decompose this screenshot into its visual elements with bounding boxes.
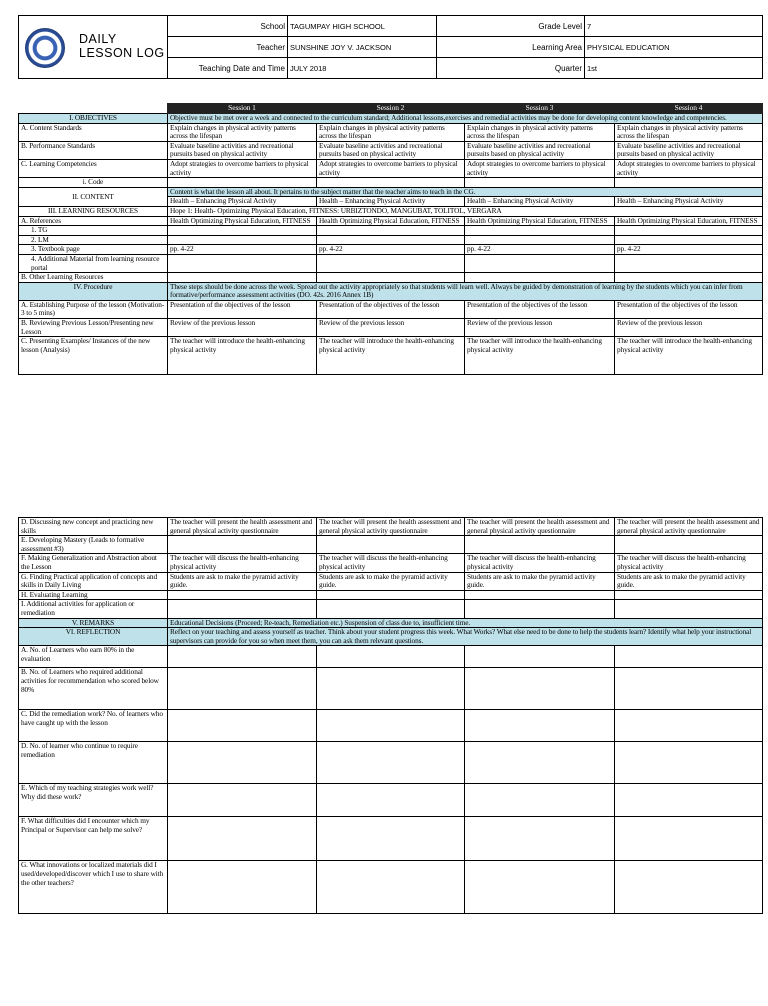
remarks-note: Educational Decisions (Proceed; Re-teach, Remediation etc.) Suspension of class due to, insufficient time.: [168, 618, 763, 628]
generalization-label: F. Making Generalization and Abstraction about the Lesson: [19, 554, 168, 572]
content-standards-cell: Explain changes in physical activity patterns across the lifespan: [317, 123, 465, 141]
practical-application-cell: Students are ask to make the pyramid activity guide.: [615, 572, 763, 590]
logo-cell: [19, 16, 168, 79]
competencies-cell: Adopt strategies to overcome barriers to physical activity: [317, 159, 465, 177]
practical-application-cell: Students are ask to make the pyramid activity guide.: [465, 572, 615, 590]
generalization-cell: The teacher will discuss the health-enhancing physical activity: [465, 554, 615, 572]
discussing-concept-cell: The teacher will present the health assessment and general physical activity questionnaire: [465, 518, 615, 536]
content-label: II. CONTENT: [19, 187, 168, 206]
learning-area-label: Learning Area: [437, 37, 585, 58]
reflection-note: Reflect on your teaching and assess yourself as teacher. Think about your student progress this week. What Works? What else need to be done to help the students learn? Identify what help your instructional supervisors can provide for you so when meet them, you can ask them relevant questions.: [168, 628, 763, 646]
reflection-f-label: F. What difficulties did I encounter which my Principal or Supervisor can help me solve?: [19, 817, 168, 861]
practical-application-cell: Students are ask to make the pyramid activity guide.: [317, 572, 465, 590]
presenting-examples-cell: The teacher will introduce the health-enhancing physical activity: [465, 337, 615, 375]
quarter-value: 1st: [585, 58, 763, 79]
objectives-note: Objective must be met over a week and connected to the curriculum standard; Additional lessons,exercises and remedial activities may be done for developing content knowledge and competencies.: [168, 114, 763, 124]
teacher-value: SUNSHINE JOY V. JACKSON: [288, 37, 437, 58]
reflection-d-label: D. No. of learner who continue to require remediation: [19, 742, 168, 784]
other-resources-label: B. Other Learning Resources: [19, 273, 168, 283]
reflection-label: VI. REFLECTION: [19, 628, 168, 646]
reflection-g-label: G. What innovations or localized materials did I used/developed/discover which I use to share with the other teachers?: [19, 861, 168, 914]
generalization-cell: The teacher will discuss the health-enhancing physical activity: [317, 554, 465, 572]
reflection-c-label: C. Did the remediation work? No. of learners who have caught up with the lesson: [19, 710, 168, 742]
presenting-examples-cell: The teacher will introduce the health-enhancing physical activity: [317, 337, 465, 375]
content-standards-cell: Explain changes in physical activity patterns across the lifespan: [465, 123, 615, 141]
references-cell: Health Optimizing Physical Education, FITNESS: [465, 216, 615, 226]
teacher-label: Teacher: [168, 37, 288, 58]
session-header: Session 4: [615, 104, 763, 114]
learning-area-value: PHYSICAL EDUCATION: [585, 37, 763, 58]
learning-resources-note: Hope 1: Health- Optimizing Physical Education, FITNESS: URBIZTONDO, MANGUBAT, TOLITOL, VERGARA: [168, 206, 763, 216]
additional-material-label: 4. Additional Material from learning resource portal: [19, 254, 168, 272]
competencies-label: C. Learning Competencies: [19, 159, 168, 177]
learning-resources-label: III. LEARNING RESOURCES: [19, 206, 168, 216]
grade-level-value: 7: [585, 16, 763, 37]
remarks-label: V. REMARKS: [19, 618, 168, 628]
additional-activities-label: I. Additional activities for application or remediation: [19, 600, 168, 618]
content-cell: Health – Enhancing Physical Activity: [168, 197, 317, 207]
establishing-purpose-cell: Presentation of the objectives of the lesson: [317, 300, 465, 318]
practical-application-label: G. Finding Practical application of concepts and skills in Daily Living: [19, 572, 168, 590]
references-cell: Health Optimizing Physical Education, FITNESS: [615, 216, 763, 226]
references-cell: Health Optimizing Physical Education, FITNESS: [168, 216, 317, 226]
quarter-label: Quarter: [437, 58, 585, 79]
generalization-cell: The teacher will discuss the health-enhancing physical activity: [168, 554, 317, 572]
developing-mastery-label: E. Developing Mastery (Leads to formative assessment #3): [19, 536, 168, 554]
references-cell: Health Optimizing Physical Education, FITNESS: [317, 216, 465, 226]
document-title: DAILY LESSON LOG: [79, 32, 165, 60]
establishing-purpose-cell: Presentation of the objectives of the lesson: [615, 300, 763, 318]
reviewing-lesson-cell: Review of the previous lesson: [615, 319, 763, 337]
establishing-purpose-cell: Presentation of the objectives of the lesson: [465, 300, 615, 318]
session-header: Session 1: [168, 104, 317, 114]
procedure-note: These steps should be done across the week. Spread out the activity appropriately so that students will learn well. Always be guided by demonstration of learning by the students which you can infer from formative/performance assessment activities (DO. 42s. 2016 Annex 1B): [168, 282, 763, 300]
discussing-concept-cell: The teacher will present the health assessment and general physical activity questionnaire: [317, 518, 465, 536]
reviewing-lesson-label: B. Reviewing Previous Lesson/Presenting new Lesson: [19, 319, 168, 337]
discussing-concept-cell: The teacher will present the health assessment and general physical activity questionnaire: [168, 518, 317, 536]
content-standards-label: A. Content Standards: [19, 123, 168, 141]
reviewing-lesson-cell: Review of the previous lesson: [168, 319, 317, 337]
performance-standards-cell: Evaluate baseline activities and recreational pursuits based on physical activity: [317, 141, 465, 159]
content-cell: Health – Enhancing Physical Activity: [615, 197, 763, 207]
evaluating-learning-label: H. Evaluating Learning: [19, 590, 168, 600]
presenting-examples-cell: The teacher will introduce the health-enhancing physical activity: [615, 337, 763, 375]
code-label: i. Code: [19, 178, 168, 188]
header-table: [18, 15, 763, 79]
content-standards-cell: Explain changes in physical activity patterns across the lifespan: [168, 123, 317, 141]
school-label: School: [168, 16, 288, 37]
presenting-examples-cell: The teacher will introduce the health-enhancing physical activity: [168, 337, 317, 375]
performance-standards-cell: Evaluate baseline activities and recreational pursuits based on physical activity: [615, 141, 763, 159]
generalization-cell: The teacher will discuss the health-enhancing physical activity: [615, 554, 763, 572]
performance-standards-cell: Evaluate baseline activities and recreational pursuits based on physical activity: [168, 141, 317, 159]
objectives-label: I. OBJECTIVES: [19, 114, 168, 124]
reflection-b-label: B. No. of Learners who required additional activities for recommendation who scored below 80%: [19, 668, 168, 710]
session-header: Session 3: [465, 104, 615, 114]
references-label: A. References: [19, 216, 168, 226]
textbook-cell: pp. 4-22: [317, 245, 465, 255]
content-cell: Health – Enhancing Physical Activity: [317, 197, 465, 207]
competencies-cell: Adopt strategies to overcome barriers to physical activity: [615, 159, 763, 177]
presenting-examples-label: C. Presenting Examples/ Instances of the new lesson (Analysis): [19, 337, 168, 375]
textbook-cell: pp. 4-22: [465, 245, 615, 255]
lesson-log-table-part2: [18, 517, 763, 914]
deped-seal-logo: [25, 28, 65, 68]
lesson-log-table-part1: [18, 103, 763, 375]
session-header: Session 2: [317, 104, 465, 114]
performance-standards-label: B. Performance Standards: [19, 141, 168, 159]
establishing-purpose-cell: Presentation of the objectives of the lesson: [168, 300, 317, 318]
reviewing-lesson-cell: Review of the previous lesson: [465, 319, 615, 337]
content-cell: Health – Enhancing Physical Activity: [465, 197, 615, 207]
teaching-date-label: Teaching Date and Time: [168, 58, 288, 79]
competencies-cell: Adopt strategies to overcome barriers to physical activity: [465, 159, 615, 177]
content-note: Content is what the lesson all about. It pertains to the subject matter that the teacher aims to teach in the CG.: [168, 187, 763, 197]
practical-application-cell: Students are ask to make the pyramid activity guide.: [168, 572, 317, 590]
lm-label: 2. LM: [19, 235, 168, 245]
performance-standards-cell: Evaluate baseline activities and recreational pursuits based on physical activity: [465, 141, 615, 159]
reviewing-lesson-cell: Review of the previous lesson: [317, 319, 465, 337]
discussing-concept-label: D. Discussing new concept and practicing new skills: [19, 518, 168, 536]
content-standards-cell: Explain changes in physical activity patterns across the lifespan: [615, 123, 763, 141]
procedure-label: IV. Procedure: [19, 282, 168, 300]
establishing-purpose-label: A. Establishing Purpose of the lesson (Motivation- 3 to 5 mins): [19, 300, 168, 318]
textbook-label: 3. Textbook page: [19, 245, 168, 255]
reflection-a-label: A. No. of Learners who earn 80% in the evaluation: [19, 646, 168, 668]
discussing-concept-cell: The teacher will present the health assessment and general physical activity questionnaire: [615, 518, 763, 536]
teaching-date-value: JULY 2018: [288, 58, 437, 79]
competencies-cell: Adopt strategies to overcome barriers to physical activity: [168, 159, 317, 177]
textbook-cell: pp. 4-22: [615, 245, 763, 255]
textbook-cell: pp. 4-22: [168, 245, 317, 255]
grade-level-label: Grade Level: [437, 16, 585, 37]
reflection-e-label: E. Which of my teaching strategies work well? Why did these work?: [19, 784, 168, 817]
school-value: TAGUMPAY HIGH SCHOOL: [288, 16, 437, 37]
tg-label: 1. TG: [19, 226, 168, 236]
